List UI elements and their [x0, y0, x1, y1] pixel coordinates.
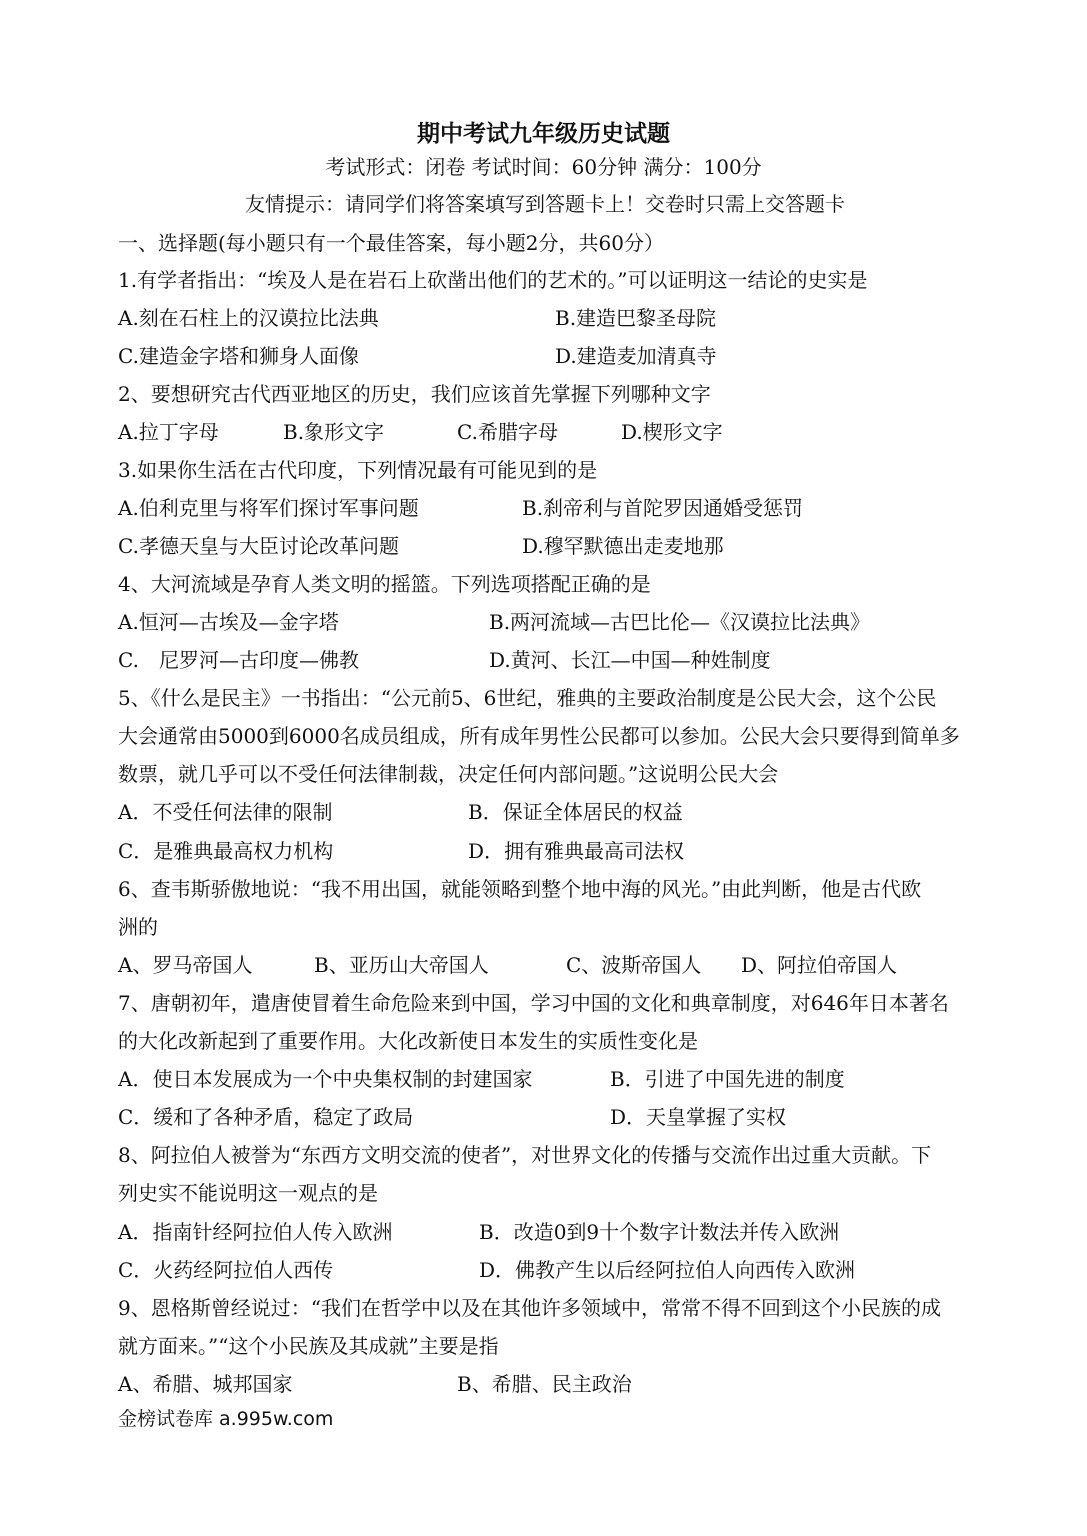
question-7-option-a: A．使日本发展成为一个中央集权制的封建国家: [118, 1067, 533, 1091]
question-5-stem-line-1: 5、《什么是民主》一书指出：“公元前5、6世纪，雅典的主要政治制度是公民大会，这个公民: [118, 686, 937, 710]
question-3-option-a: A.伯利克里与将军们探讨军事问题: [118, 496, 419, 520]
question-4-option-d: D.黄河、长江—中国—种姓制度: [489, 648, 771, 672]
question-9-option-a: A、希腊、城邦国家: [118, 1372, 293, 1396]
question-1-option-a: A.刻在石柱上的汉谟拉比法典: [118, 306, 379, 330]
exam-info: 考试形式：闭卷 考试时间：60分钟 满分：100分: [325, 155, 762, 179]
question-5-stem-line-3: 数票，就几乎可以不受任何法律制裁，决定任何内部问题。”这说明公民大会: [118, 762, 779, 786]
question-7-option-c: C．缓和了各种矛盾，稳定了政局: [118, 1105, 414, 1129]
question-5-option-b: B．保证全体居民的权益: [468, 800, 683, 824]
question-8-stem-line-1: 8、阿拉伯人被誉为“东西方文明交流的使者”，对世界文化的传播与交流作出过重大贡献。下: [118, 1143, 932, 1167]
question-4-option-a: A.恒河—古埃及—金字塔: [118, 610, 339, 634]
tip-text: 友情提示：请同学们将答案填写到答题卡上！交卷时只需上交答题卡: [245, 192, 845, 216]
question-6-stem-line-2: 洲的: [118, 915, 158, 939]
question-3-option-c: C.孝德天皇与大臣讨论改革问题: [118, 534, 399, 558]
question-8-option-d: D．佛教产生以后经阿拉伯人向西传入欧洲: [479, 1258, 856, 1282]
footer-watermark: 金榜试卷库 a.995w.com: [118, 1408, 334, 1430]
question-1-option-c: C.建造金字塔和狮身人面像: [118, 344, 359, 368]
question-6-option-b: B、亚历山大帝国人: [314, 953, 489, 977]
question-6-option-d: D、阿拉伯帝国人: [741, 953, 898, 977]
question-6-stem-line-1: 6、查韦斯骄傲地说：“我不用出国，就能领略到整个地中海的风光。”由此判断，他是古代欧: [118, 877, 922, 901]
section-heading: 一、选择题(每小题只有一个最佳答案，每小题2分，共60分）: [118, 231, 664, 255]
question-1-stem: 1.有学者指出：“埃及人是在岩石上砍凿出他们的艺术的。”可以证明这一结论的史实是: [118, 268, 868, 292]
question-7-option-d: D．天皇掌握了实权: [610, 1105, 787, 1129]
question-7-stem-line-2: 的大化改新起到了重要作用。大化改新使日本发生的实质性变化是: [118, 1029, 698, 1053]
question-8-option-a: A．指南针经阿拉伯人传入欧洲: [118, 1220, 393, 1244]
question-2-stem: 2、要想研究古代西亚地区的历史，我们应该首先掌握下列哪种文字: [118, 382, 711, 406]
question-1-option-d: D.建造麦加清真寺: [555, 344, 717, 368]
question-2-option-b: B.象形文字: [283, 420, 385, 444]
page-title: 期中考试九年级历史试题: [417, 120, 670, 147]
question-8-option-b: B．改造0到9十个数字计数法并传入欧洲: [479, 1220, 840, 1244]
question-1-option-b: B.建造巴黎圣母院: [555, 306, 717, 330]
question-2-option-d: D.楔形文字: [621, 420, 723, 444]
question-8-option-c: C．火药经阿拉伯人西传: [118, 1258, 334, 1282]
question-8-stem-line-2: 列史实不能说明这一观点的是: [118, 1181, 378, 1205]
question-4-option-b: B.两河流域—古巴比伦—《汉谟拉比法典》: [489, 610, 871, 634]
question-9-stem-line-2: 就方面来。”“这个小民族及其成就”主要是指: [118, 1334, 499, 1358]
question-4-stem: 4、大河流域是孕育人类文明的摇篮。下列选项搭配正确的是: [118, 572, 651, 596]
question-5-option-c: C．是雅典最高权力机构: [118, 839, 334, 863]
question-9-stem-line-1: 9、恩格斯曾经说过：“我们在哲学中以及在其他许多领域中，常常不得不回到这个小民族的成: [118, 1296, 941, 1320]
question-3-stem: 3.如果你生活在古代印度，下列情况最有可能见到的是: [118, 458, 598, 482]
question-5-stem-line-2: 大会通常由5000到6000名成员组成，所有成年男性公民都可以参加。公民大会只要得到简单多: [118, 724, 960, 748]
question-3-option-b: B.刹帝利与首陀罗因通婚受惩罚: [522, 496, 804, 520]
question-6-option-c: C、波斯帝国人: [566, 953, 702, 977]
question-4-option-c: C. 尼罗河—古印度—佛教: [118, 648, 359, 672]
question-2-option-a: A.拉丁字母: [118, 420, 219, 444]
question-7-option-b: B．引进了中国先进的制度: [610, 1067, 845, 1091]
question-2-option-c: C.希腊字母: [457, 420, 558, 444]
question-5-option-d: D．拥有雅典最高司法权: [468, 839, 685, 863]
question-9-option-b: B、希腊、民主政治: [457, 1372, 632, 1396]
question-7-stem-line-1: 7、唐朝初年，遣唐使冒着生命危险来到中国，学习中国的文化和典章制度，对646年日本著名: [118, 991, 949, 1015]
question-3-option-d: D.穆罕默德出走麦地那: [522, 534, 724, 558]
question-6-option-a: A、罗马帝国人: [118, 953, 253, 977]
question-5-option-a: A．不受任何法律的限制: [118, 800, 333, 824]
